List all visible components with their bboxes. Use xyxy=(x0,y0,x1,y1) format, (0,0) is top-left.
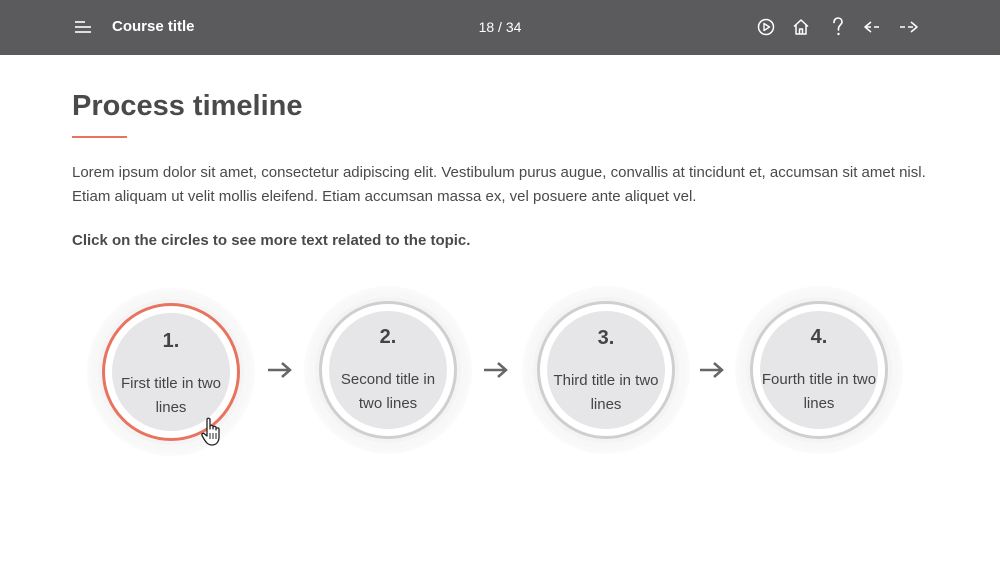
step-label: Fourth title in two lines xyxy=(761,371,877,412)
step-number: 2. xyxy=(379,326,397,348)
step-label: Second title in two lines xyxy=(340,371,436,412)
arrow-left-icon xyxy=(862,17,884,37)
question-icon xyxy=(828,16,848,38)
course-title: Course title xyxy=(112,18,195,35)
instruction-text: Click on the circles to see more text related to the topic. xyxy=(72,232,471,249)
top-bar xyxy=(0,0,1000,55)
help-button[interactable] xyxy=(826,15,850,39)
intro-paragraph: Lorem ipsum dolor sit amet, consectetur adipiscing elit. Vestibulum purus augue, convallis at tincidunt et, accumsan sit amet nisl. Etiam aliquam ut velit mollis eleifend. Etiam accumsan massa ex, vel posuere ante aliquet vel. xyxy=(72,164,926,205)
next-button[interactable] xyxy=(897,15,921,39)
timeline-step-1[interactable] xyxy=(87,288,255,456)
step-number: 3. xyxy=(597,327,615,349)
arrow-right-icon xyxy=(266,360,294,380)
home-icon xyxy=(791,17,811,37)
page-title: Process timeline xyxy=(72,90,303,122)
step-label: Third title in two lines xyxy=(553,372,659,413)
step-label: First title in two lines xyxy=(120,375,222,416)
play-circle-icon xyxy=(756,17,776,37)
arrow-right-icon xyxy=(482,360,510,380)
arrow-right-icon xyxy=(898,17,920,37)
step-number: 1. xyxy=(162,330,180,352)
page-counter: 18 / 34 xyxy=(478,19,522,35)
play-button[interactable] xyxy=(754,15,778,39)
title-underline xyxy=(72,136,127,138)
back-button[interactable] xyxy=(861,15,885,39)
home-button[interactable] xyxy=(789,15,813,39)
arrow-right-icon xyxy=(698,360,726,380)
hand-cursor-icon xyxy=(200,415,226,449)
timeline-step-2[interactable] xyxy=(304,286,472,454)
step-number: 4. xyxy=(810,326,828,348)
timeline-step-3[interactable] xyxy=(522,286,690,454)
timeline-step-4[interactable] xyxy=(735,286,903,454)
